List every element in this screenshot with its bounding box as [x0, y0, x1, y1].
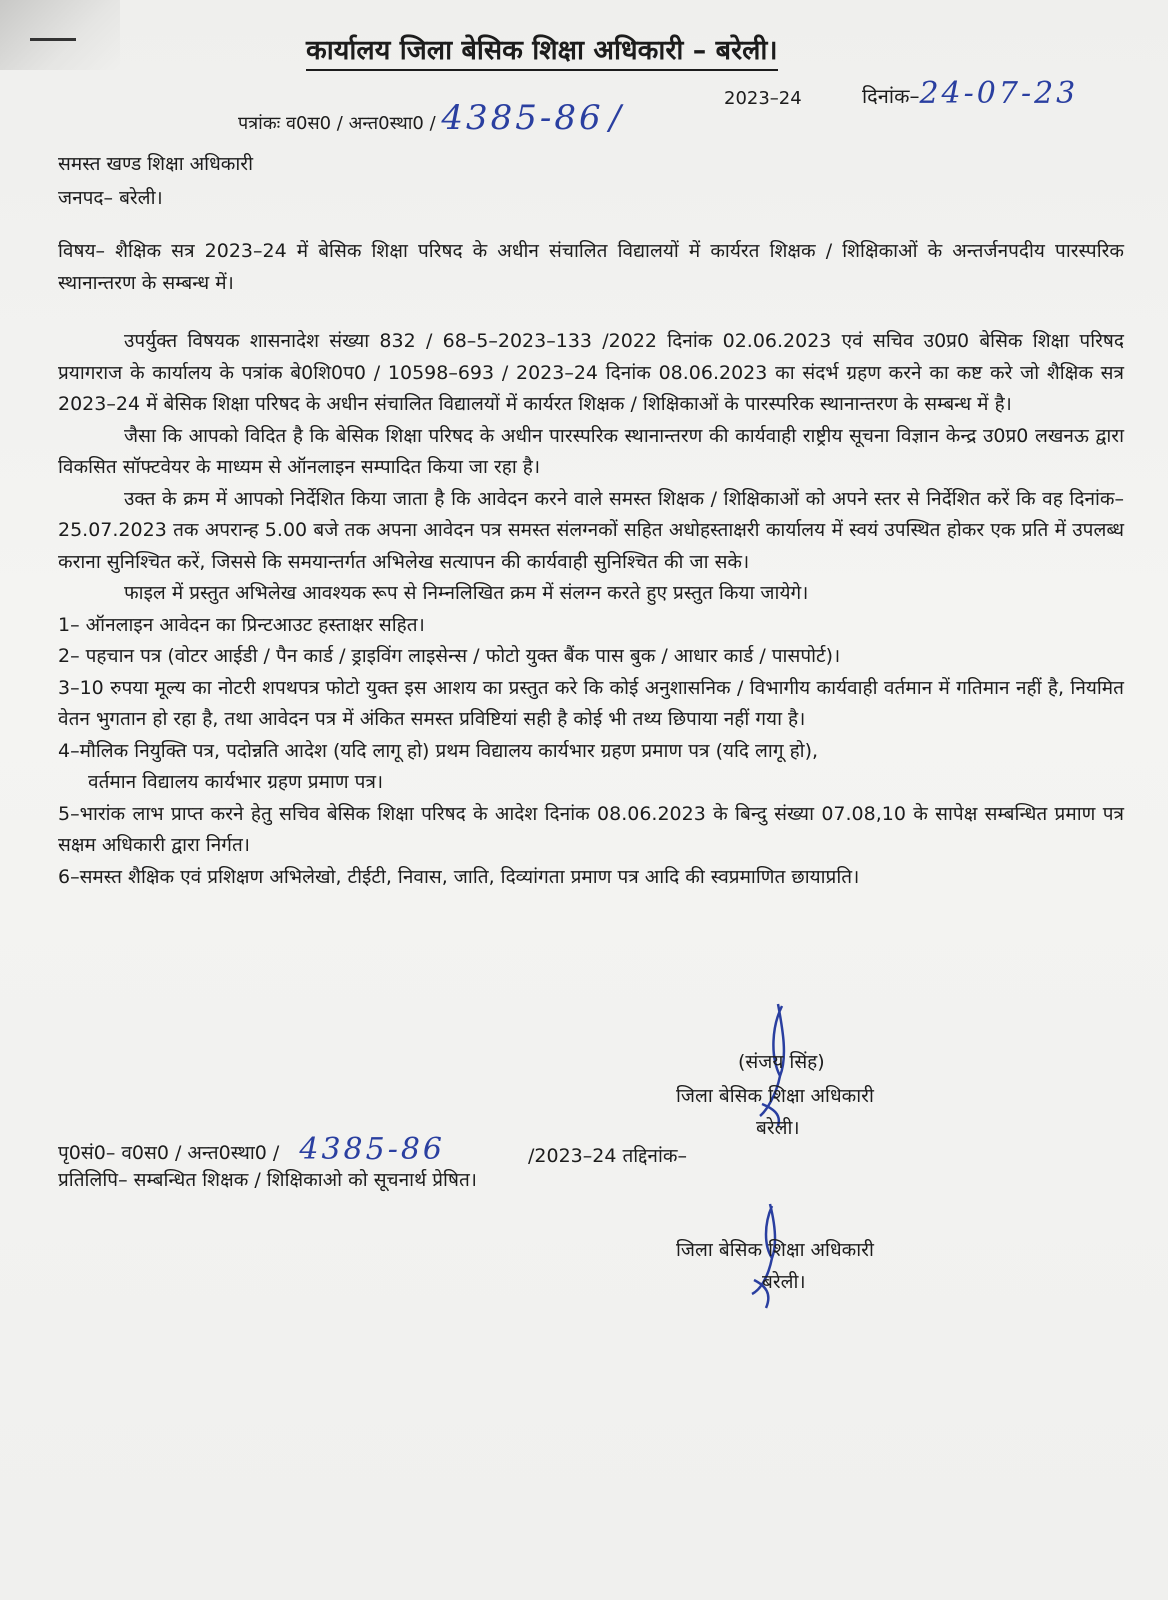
- paragraph-1: उपर्युक्त विषयक शासनादेश संख्या 832 / 68–5–2023–133 /2022 दिनांक 02.06.2023 एवं सचिव उ0प्र0 बेसिक शिक्षा परिषद प्रयागराज के कार्यालय के पत्रांक बे0शि0प0 / 10598–693 / 2023–24 दिनांक 08.06.2023 का संदर्भ ग्रहण करने का कष्ट करे जो शैक्षिक सत्र 2023–24 में बेसिक शिक्षा परिषद के अधीन संचालित विद्यालयों में कार्यरत शिक्षक / शिक्षिकाओं के पारस्परिक स्थानान्तरण के सम्बन्ध में है।: [58, 330, 1124, 415]
- recipient-line-1: समस्त खण्ड शिक्षा अधिकारी: [58, 153, 253, 175]
- ref-separator: /: [609, 98, 624, 138]
- paragraph-3: उक्त के क्रम में आपको निर्देशित किया जाता है कि आवेदन करने वाले समस्त शिक्षक / शिक्षिकाओं को अपने स्तर से निर्देशित करें कि वह दिनांक– 25.07.2023 तक अपरान्ह 5.00 बजे तक अपना आवेदन पत्र समस्त संलग्नकों सहित अधोहस्ताक्षरी कार्यालय में स्वयं उपस्थित होकर एक प्रति में उपलब्ध कराना सुनिश्चित करें, जिससे कि समयान्तर्गत अभिलेख सत्यापन की कार्यवाही सुनिश्चित की जा सके।: [58, 487, 1124, 573]
- ref-year: 2023–24: [724, 88, 802, 109]
- subject-text: विषय– शैक्षिक सत्र 2023–24 में बेसिक शिक्षा परिषद के अधीन संचालित विद्यालयों में कार्यरत शिक्षक / शिक्षिकाओं के अन्तर्जनपदीय पारस्परिक स्थानान्तरण के सम्बन्ध में।: [58, 240, 1124, 294]
- handwritten-date: 24-07-23: [919, 76, 1079, 111]
- signatory-name: (संजय सिंह): [738, 1051, 825, 1073]
- pen-mark: [30, 38, 76, 41]
- signatory-place: बरेली।: [756, 1117, 800, 1139]
- list-item-2: 2– पहचान पत्र (वोटर आईडी / पैन कार्ड / ड्राइविंग लाइसेन्स / फोटो युक्त बैंक पास बुक / आधार कार्ड / पासपोर्ट)।: [58, 645, 841, 667]
- list-item-4: 4–मौलिक नियुक्ति पत्र, पदोन्नति आदेश (यदि लागू हो) प्रथम विद्यालय कार्यभार ग्रहण प्रमाण पत्र (यदि लागू हो),: [58, 739, 819, 762]
- page-shadow: [0, 0, 120, 70]
- recipient-line-2: जनपद– बरेली।: [58, 187, 163, 209]
- date-line: [862, 76, 1078, 111]
- list-item-6: 6–समस्त शैक्षिक एवं प्रशिक्षण अभिलेखो, टीईटी, निवास, जाति, दिव्यांगता प्रमाण पत्र आदि की स्वप्रमाणित छायाप्रति।: [58, 865, 860, 888]
- list-item-5: 5–भारांक लाभ प्राप्त करने हेतु सचिव बेसिक शिक्षा परिषद के आदेश दिनांक 08.06.2023 के बिन्दु संख्या 07.08,10 के सापेक्ष सम्बन्धित प्रमाण पत्र सक्षम अधिकारी द्वारा निर्गत।: [58, 802, 1124, 856]
- subject: [58, 236, 1124, 299]
- paragraph-2: जैसा कि आपको विदित है कि बेसिक शिक्षा परिषद के अधीन पारस्परिक स्थानान्तरण की कार्यवाही राष्ट्रीय सूचना विज्ञान केन्द्र उ0प्र0 लखनऊ द्वारा विकसित सॉफ्टवेयर के माध्यम से ऑनलाइन सम्पादित किया जा रहा है।: [58, 424, 1124, 478]
- date-label: दिनांक–: [862, 84, 920, 108]
- copy-to-line: प्रतिलिपि– सम्बन्धित शिक्षक / शिक्षिकाओ को सूचनार्थ प्रेषित।: [58, 1169, 477, 1191]
- list-item-4-cont: वर्तमान विद्यालय कार्यभार ग्रहण प्रमाण पत्र।: [88, 771, 384, 793]
- endorsement-prefix: पृ0सं0– व0स0 / अन्त0स्था0 /: [58, 1142, 280, 1164]
- signatory-designation: जिला बेसिक शिक्षा अधिकारी: [676, 1085, 874, 1107]
- ref-prefix: पत्रांकः व0स0 / अन्त0स्था0 /: [238, 113, 436, 134]
- list-item-3: 3–10 रुपया मूल्य का नोटरी शपथपत्र फोटो युक्त इस आशय का प्रस्तुत करे कि कोई अनुशासनिक / विभागीय कार्यवाही वर्तमान में गतिमान नहीं है, नियमित वेतन भुगतान हो रहा है, तथा आवेदन पत्र में अंकित समस्त प्रविष्टियां सही है कोई भी तथ्य छिपाया नहीं गया है।: [58, 676, 1124, 730]
- reference-line: [238, 98, 624, 138]
- signatory-2-place: बरेली।: [762, 1271, 806, 1293]
- paragraph-4: फाइल में प्रस्तुत अभिलेख आवश्यक रूप से निम्नलिखित क्रम में संलग्न करते हुए प्रस्तुत किया जायेगे।: [124, 582, 809, 604]
- letter-body: [58, 326, 1124, 893]
- office-title: कार्यालय जिला बेसिक शिक्षा अधिकारी – बरेली।: [306, 30, 778, 71]
- handwritten-endorsement-number: 4385-86: [299, 1132, 446, 1167]
- handwritten-ref-number: 4385-86: [441, 98, 604, 138]
- signatory-2-designation: जिला बेसिक शिक्षा अधिकारी: [676, 1239, 874, 1261]
- list-item-1: 1– ऑनलाइन आवेदन का प्रिन्टआउट हस्ताक्षर सहित।: [58, 613, 425, 636]
- endorsement-suffix: /2023–24 तद्दिनांक–: [528, 1145, 687, 1167]
- endorsement-line: [58, 1132, 445, 1167]
